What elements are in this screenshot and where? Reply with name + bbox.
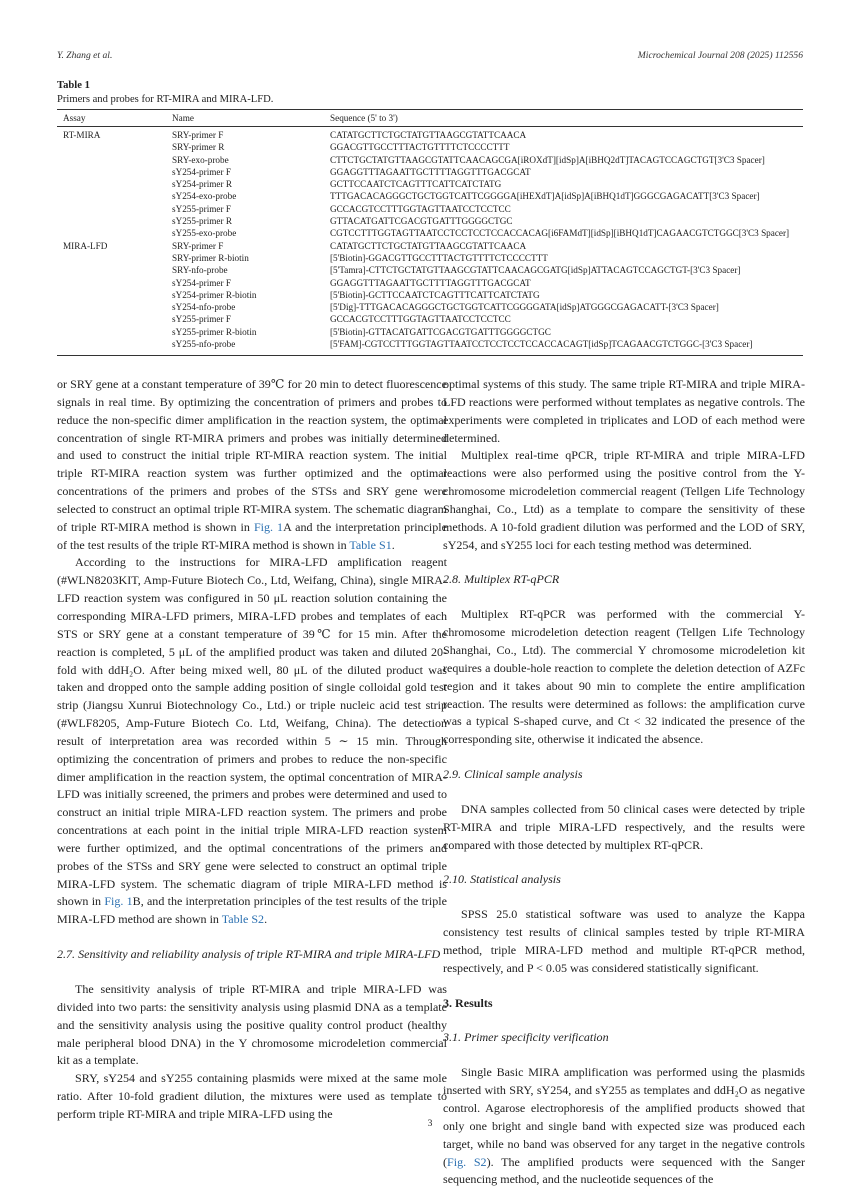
sequence-cell: CATATGCTTCTGCTATGTTAAGCGTATTCAACA	[330, 240, 527, 251]
name-cell: sY254-primer F	[172, 166, 231, 177]
paragraph: SPSS 25.0 statistical software was used to analyze the Kappa consistency test results of clinical samples tested by triple RT-MIRA method, triple MIRA-LFD method and multiple RT-qPCR method, respectively, and P < 0.05 was considered statistically significant.	[443, 907, 805, 975]
name-cell: SRY-primer R	[172, 142, 225, 153]
table-row	[57, 338, 803, 350]
right-column	[443, 376, 805, 1189]
name-cell: sY254-primer R-biotin	[172, 289, 257, 300]
assay-cell	[57, 166, 172, 178]
name-cell: SRY-primer R-biotin	[172, 252, 249, 263]
table-row	[57, 326, 803, 338]
table-row	[57, 277, 803, 289]
table-bottom-rule	[57, 355, 803, 356]
sequence-cell: CATATGCTTCTGCTATGTTAAGCGTATTCAACA	[330, 130, 527, 140]
name-cell: sY255-exo-probe	[172, 228, 237, 239]
table-row	[57, 129, 803, 141]
assay-cell	[57, 178, 172, 190]
assay-cell	[57, 326, 172, 338]
paragraph: optimal systems of this study. The same triple RT-MIRA and triple MIRA-LFD reactions were performed without templates as negative controls. The experiments were completed in triplicates and LOD of each method were determined.	[443, 377, 805, 445]
sequence-cell: [5'Dig]-TTTGACACAGGGCTGCTGGTCATTCGGGGATA[idSp]ATGGGCGAGACATT-[3'C3 Spacer]	[330, 302, 719, 313]
sequence-cell: GGAGGTTTAGAATTGCTTTTAGGTTTGACGCAT	[330, 166, 531, 177]
assay-cell	[57, 154, 172, 166]
table-header-assay: Assay	[63, 113, 86, 123]
table-row	[57, 178, 803, 190]
table-top-rule	[57, 109, 803, 110]
sequence-cell: [5'Tamra]-CTTCTGCTATGTTAAGCGTATTCAACAGCGATG[idSp]ATTACAGTCCAGCTGT-[3'C3 Spacer]	[330, 265, 741, 276]
section-heading: 3.1. Primer specificity verification	[443, 1030, 609, 1045]
sequence-cell: GTTACATGATTCGACGTGATTTGGGGCTGC	[330, 216, 513, 227]
figure-link[interactable]: Fig. 1	[104, 894, 133, 909]
table-row	[57, 154, 803, 166]
table-row	[57, 203, 803, 215]
running-header-journal: Microchemical Journal 208 (2025) 112556	[637, 50, 803, 61]
table-row	[57, 301, 803, 313]
section-heading: 2.10. Statistical analysis	[443, 872, 561, 887]
name-cell: sY255-primer R	[172, 216, 232, 227]
table-row	[57, 190, 803, 202]
assay-cell	[57, 338, 172, 350]
sequence-cell: GCCACGTCCTTTGGTAGTTAATCCTCCTCC	[330, 203, 511, 214]
table-row	[57, 240, 803, 252]
name-cell: SRY-primer F	[172, 130, 224, 140]
assay-cell	[57, 141, 172, 153]
section-heading: 2.9. Clinical sample analysis	[443, 767, 583, 782]
name-cell: sY254-primer F	[172, 277, 231, 288]
table-row	[57, 252, 803, 264]
sequence-cell: GCTTCCAATCTCAGTTTCATTCATCTATG	[330, 179, 502, 190]
name-cell: sY255-primer F	[172, 203, 231, 214]
table-row	[57, 313, 803, 325]
sequence-cell: [5'Biotin]-GCTTCCAATCTCAGTTTCATTCATCTATG	[330, 289, 540, 300]
assay-cell	[57, 264, 172, 276]
sequence-cell: [5'FAM]-CGTCCTTTGGTAGTTAATCCTCCTCCTCCACCACAGT[idSp]TCAGAACGTCTGGC-[3'C3 Spacer]	[330, 339, 753, 350]
table-link[interactable]: Table S1	[349, 537, 392, 552]
assay-cell	[57, 227, 172, 239]
paragraph: The sensitivity analysis of triple RT-MIRA and triple MIRA-LFD was divided into two parts: the sensitivity analysis using plasmid DNA as a template and the sensitivity analysis using the positive quality control product (healthy male peripheral blood DNA) in the Y chromosome microdeletion commercial kit as a template.	[57, 982, 447, 1068]
page-number: 3	[427, 1118, 433, 1129]
table-row	[57, 215, 803, 227]
assay-cell	[57, 277, 172, 289]
assay-cell: RT-MIRA	[63, 130, 101, 140]
sequence-cell: TTTGACACAGGGCTGCTGGTCATTCGGGGA[iHEXdT]A[idSp]A[iBHQ1dT]GGGCGAGACATT[3'C3 Spacer]	[330, 191, 760, 202]
paragraph: or SRY gene at a constant temperature of 39℃ for 20 min to detect fluorescence signals in real time. By optimizing the concentration of primers and probes to reduce the non-specific dimer amplification in the reaction system, the optimal concentration of single RT-MIRA primers and probes was initially determined and used to construct the initial triple RT-MIRA reaction system. The initial triple RT-MIRA reaction system was further optimized and the optimal concentrations of the primers and probes of the STSs and SRY gene were selected to construct an optimal triple RT-MIRA system. The schematic diagram of triple RT-MIRA method is shown in Fig. 1A and the interpretation principle of the test results of the triple RT-MIRA method is shown in Table S1.	[57, 377, 447, 552]
name-cell: SRY-nfo-probe	[172, 265, 228, 276]
table-row	[57, 289, 803, 301]
sequence-cell: CTTCTGCTATGTTAAGCGTATTCAACAGCGA[iROXdT][idSp]A[iBHQ2dT]TACAGTCCAGCTGT[3'C3 Spacer]	[330, 154, 765, 165]
paragraph: SRY, sY254 and sY255 containing plasmids were mixed at the same mole ratio. After 10-fold gradient dilution, the mixtures were used as template to perform triple RT-MIRA and triple MIRA-LFD using the	[57, 1071, 447, 1121]
paragraph: Single Basic MIRA amplification was performed using the plasmids inserted with SRY, sY254, and sY255 as templates and ddH₂O as negative control. Agarose electrophoresis of the amplified products showed that only one bright and single band with expected size was produced each target, while no band was observed for any target in the negative controls (Fig. S2). The amplified products were sequenced with the Sanger sequencing method, and the nucleotide sequences of the	[443, 1065, 805, 1187]
name-cell: SRY-primer F	[172, 240, 224, 251]
paragraph: DNA samples collected from 50 clinical cases were detected by triple RT-MIRA and triple MIRA-LFD respectively, and the results were compared with those detected by multiplex RT-qPCR.	[443, 801, 805, 852]
paragraph: Multiplex real-time qPCR, triple RT-MIRA and triple MIRA-LFD reactions were also performed using the positive control from the Y-chromosome microdeletion commercial reagent (Tellgen Life Technology Shanghai, Co., Ltd) as a template to compare the sensitivity of these methods. A 10-fold gradient dilution was performed and the LOD of SRY, sY254, and sY255 loci for each testing method was determined.	[443, 448, 805, 552]
assay-cell	[57, 252, 172, 264]
name-cell: SRY-exo-probe	[172, 154, 229, 165]
figure-link[interactable]: Fig. 1	[253, 519, 284, 534]
table-header-rule	[57, 126, 803, 127]
name-cell: sY254-nfo-probe	[172, 302, 236, 313]
assay-cell	[57, 313, 172, 325]
sequence-cell: [5'Biotin]-GTTACATGATTCGACGTGATTTGGGGCTGC	[330, 326, 551, 337]
assay-cell	[57, 190, 172, 202]
running-header-authors: Y. Zhang et al.	[57, 50, 113, 61]
paragraph: Multiplex RT-qPCR was performed with the commercial Y-chromosome microdeletion detection reagent (Tellgen Life Technology Shanghai, Co., Ltd). The commercial Y chromosome microdeletion kit requires a double-hole reaction to complete the deletion detection of AZFc region and it takes about 90 min to complete the entire amplification reaction. The results were determined as follows: the amplification curve was a typical S-shaped curve, and Ct < 32 indicated the presence of the corresponding site, otherwise it indicated the absence.	[443, 607, 805, 747]
sequence-cell: CGTCCTTTGGTAGTTAATCCTCCTCCTCCACCACAG[i6FAMdT][idSp][iBHQ1dT]CAGAACGTCTGGC[3'C3 Spacer]	[330, 228, 790, 239]
table-row	[57, 141, 803, 153]
table-title: Table 1	[57, 80, 90, 91]
name-cell: sY255-primer F	[172, 314, 231, 325]
table-row	[57, 264, 803, 276]
name-cell: sY254-exo-probe	[172, 191, 237, 202]
section-heading: 2.7. Sensitivity and reliability analysis of triple RT-MIRA and triple MIRA-LFD	[57, 947, 441, 962]
table-row	[57, 166, 803, 178]
section-heading: 3. Results	[443, 995, 493, 1010]
assay-cell: MIRA-LFD	[63, 240, 108, 251]
assay-cell	[57, 203, 172, 215]
name-cell: sY255-primer R-biotin	[172, 326, 257, 337]
primer-table	[57, 129, 803, 350]
sequence-cell: [5'Biotin]-GGACGTTGCCTTTACTGTTTTCTCCCCTTT	[330, 252, 548, 263]
figure-link[interactable]: Fig. S2	[447, 1154, 487, 1169]
sequence-cell: GCCACGTCCTTTGGTAGTTAATCCTCCTCC	[330, 314, 511, 325]
paragraph: According to the instructions for MIRA-LFD amplification reagent (#WLN8203KIT, Amp-Future Biotech Co., Ltd, Weifang, China), single MIRA-LFD reaction system was configured in 50 μL reaction solution containing the corresponding MIRA-LFD primers, MIRA-LFD probes and templates of each STS or SRY gene at a constant temperature of 39℃ for 15 min. After the reaction is completed, 5 μL of the amplified product was taken and diluted 20-fold with ddH₂O. After being mixed well, 80 μL of the diluted product was taken and dropped onto the sample adding position of single colloidal gold test strip (Jiangsu Xunrui Biotechnology Co., Ltd.) or triple nucleic acid test strip (#WLF8205, Amp-Future Biotech Co. Ltd, Weifang, China). The detection result of interpretation area was recorded within 5 ∼ 15 min. Through optimizing the concentration of primers and probes to reduce the non-specific dimer amplification in the reaction system, the optimal concentration of MIRA-LFD was initially screened, the primers and probes were determined and used to construct an initial triple MIRA-LFD reaction system. The primers and probe concentrations at each point in the initial triple MIRA-LFD reaction system were further optimized, and the optimal concentrations of the primers and probes of the STSs and SRY gene were selected to construct an optimal triple MIRA-LFD system. The schematic diagram of triple MIRA-LFD method is shown in Fig. 1B, and the interpretation principles of the test results of the triple MIRA-LFD method are shown in Table S2.	[57, 555, 447, 927]
table-header-sequence: Sequence (5' to 3')	[330, 113, 398, 123]
sequence-cell: GGAGGTTTAGAATTGCTTTTAGGTTTGACGCAT	[330, 277, 531, 288]
name-cell: sY255-nfo-probe	[172, 339, 236, 350]
assay-cell	[57, 215, 172, 227]
sequence-cell: GGACGTTGCCTTTACTGTTTTCTCCCCTTT	[330, 142, 510, 153]
assay-cell	[57, 289, 172, 301]
section-heading: 2.8. Multiplex RT-qPCR	[443, 572, 560, 587]
left-column	[57, 376, 447, 1124]
table-header-name: Name	[172, 113, 194, 123]
table-row	[57, 227, 803, 239]
table-link[interactable]: Table S2	[221, 912, 265, 927]
name-cell: sY254-primer R	[172, 179, 232, 190]
table-caption: Primers and probes for RT-MIRA and MIRA-LFD.	[57, 94, 274, 105]
assay-cell	[57, 301, 172, 313]
